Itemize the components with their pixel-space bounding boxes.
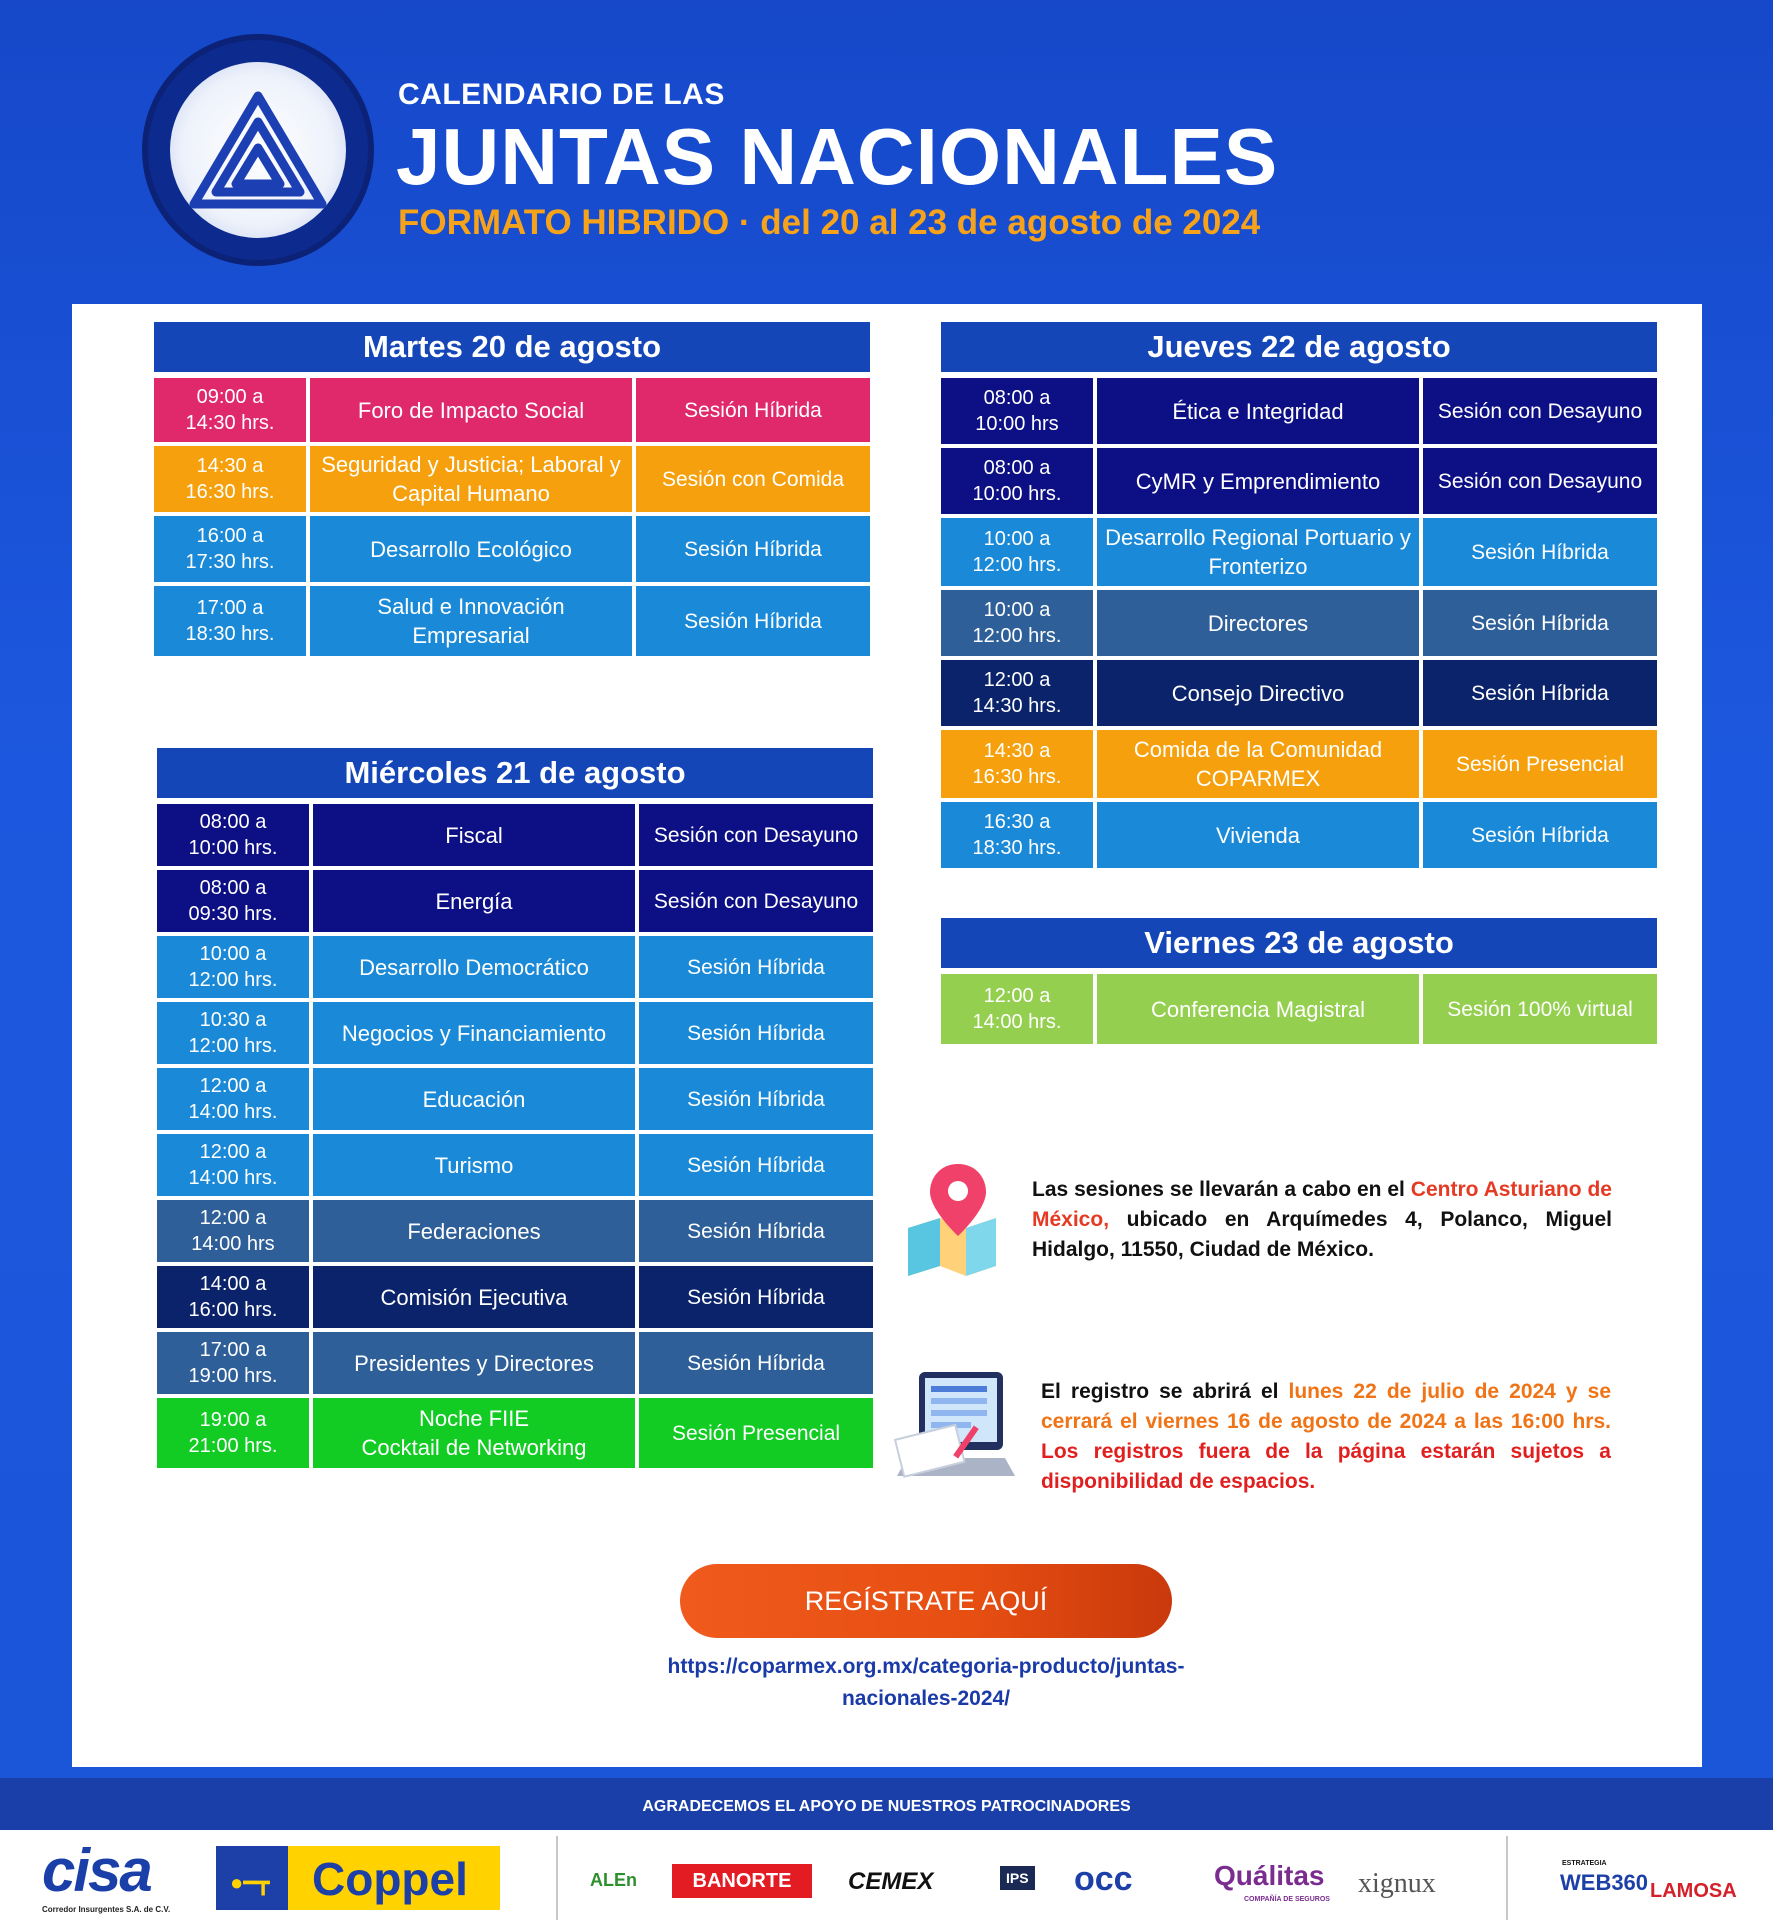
day-title: Miércoles 21 de agosto bbox=[157, 748, 873, 798]
session-type: Sesión Híbrida bbox=[639, 1200, 873, 1262]
session-time: 08:00 a 09:30 hrs. bbox=[157, 870, 309, 932]
session-type: Sesión Híbrida bbox=[636, 586, 870, 656]
day-title: Martes 20 de agosto bbox=[154, 322, 870, 372]
session-type: Sesión Presencial bbox=[639, 1398, 873, 1468]
session-row bbox=[157, 1266, 873, 1328]
session-name: CyMR y Emprendimiento bbox=[1097, 448, 1419, 514]
day-miercoles bbox=[157, 748, 873, 1472]
session-row bbox=[941, 730, 1657, 798]
session-type: Sesión Híbrida bbox=[1423, 660, 1657, 726]
day-title: Jueves 22 de agosto bbox=[941, 322, 1657, 372]
session-row bbox=[941, 802, 1657, 868]
session-row bbox=[154, 378, 870, 442]
session-name: Consejo Directivo bbox=[1097, 660, 1419, 726]
session-row bbox=[157, 1200, 873, 1262]
day-viernes bbox=[941, 918, 1657, 1048]
sponsor-ips-logo: IPS bbox=[1000, 1866, 1035, 1890]
header-small-title: CALENDARIO DE LAS bbox=[398, 78, 725, 111]
session-name: Noche FIIE Cocktail de Networking bbox=[313, 1398, 635, 1468]
session-time: 17:00 a 19:00 hrs. bbox=[157, 1332, 309, 1394]
session-name: Energía bbox=[313, 870, 635, 932]
session-name: Comisión Ejecutiva bbox=[313, 1266, 635, 1328]
session-row bbox=[941, 448, 1657, 514]
session-type: Sesión con Desayuno bbox=[1423, 448, 1657, 514]
sponsor-web360-subtitle: ESTRATEGIA bbox=[1562, 1860, 1607, 1867]
session-row bbox=[941, 590, 1657, 656]
laptop-register-icon bbox=[893, 1366, 1017, 1490]
session-time: 09:00 a 14:30 hrs. bbox=[154, 378, 306, 442]
session-time: 08:00 a 10:00 hrs. bbox=[941, 448, 1093, 514]
sponsor-cisa-logo: cisa bbox=[42, 1837, 151, 1904]
session-type: Sesión Híbrida bbox=[636, 378, 870, 442]
session-time: 14:30 a 16:30 hrs. bbox=[154, 446, 306, 512]
session-time: 10:00 a 12:00 hrs. bbox=[157, 936, 309, 998]
session-row bbox=[157, 804, 873, 866]
session-type: Sesión con Desayuno bbox=[639, 870, 873, 932]
sponsor-coppel-logo bbox=[216, 1846, 500, 1910]
session-time: 17:00 a 18:30 hrs. bbox=[154, 586, 306, 656]
sponsor-xignux-logo: xignux bbox=[1358, 1868, 1436, 1899]
day-martes bbox=[154, 322, 870, 660]
session-type: Sesión 100% virtual bbox=[1423, 974, 1657, 1044]
sponsor-banorte-logo: BANORTE bbox=[672, 1864, 812, 1898]
venue-info bbox=[1032, 1175, 1612, 1265]
session-type: Sesión con Desayuno bbox=[639, 804, 873, 866]
session-name: Turismo bbox=[313, 1134, 635, 1196]
session-name: Desarrollo Ecológico bbox=[310, 516, 632, 582]
venue-prefix: Las sesiones se llevarán a cabo en el bbox=[1032, 1178, 1411, 1201]
sponsor-divider bbox=[556, 1836, 558, 1920]
session-name: Fiscal bbox=[313, 804, 635, 866]
session-time: 12:00 a 14:30 hrs. bbox=[941, 660, 1093, 726]
session-row bbox=[154, 586, 870, 656]
session-time: 08:00 a 10:00 hrs. bbox=[157, 804, 309, 866]
sponsor-occ-logo: occ bbox=[1074, 1860, 1133, 1898]
session-type: Sesión Híbrida bbox=[639, 1068, 873, 1130]
session-type: Sesión Híbrida bbox=[636, 516, 870, 582]
header bbox=[0, 0, 1773, 300]
url-line-2[interactable]: nacionales-2024/ bbox=[841, 1687, 1011, 1710]
session-row bbox=[157, 1002, 873, 1064]
session-type: Sesión Híbrida bbox=[1423, 518, 1657, 586]
session-row bbox=[157, 1332, 873, 1394]
session-time: 12:00 a 14:00 hrs. bbox=[941, 974, 1093, 1044]
session-name: Conferencia Magistral bbox=[1097, 974, 1419, 1044]
session-time: 19:00 a 21:00 hrs. bbox=[157, 1398, 309, 1468]
session-name: Seguridad y Justicia; Laboral y Capital Humano bbox=[310, 446, 632, 512]
session-time: 10:00 a 12:00 hrs. bbox=[941, 518, 1093, 586]
session-type: Sesión Híbrida bbox=[639, 1134, 873, 1196]
sponsor-cemex-logo: CEMEX bbox=[848, 1868, 934, 1895]
session-name: Educación bbox=[313, 1068, 635, 1130]
session-time: 12:00 a 14:00 hrs. bbox=[157, 1134, 309, 1196]
venue-address: ubicado en Arquímedes 4, Polanco, Miguel Hidalgo, 11550, Ciudad de México. bbox=[1032, 1208, 1612, 1261]
session-type: Sesión Híbrida bbox=[639, 1002, 873, 1064]
sponsor-divider bbox=[1506, 1836, 1508, 1920]
sponsor-alen-logo: ALEn bbox=[590, 1870, 637, 1890]
sponsor-web360-logo: WEB360 bbox=[1560, 1870, 1649, 1895]
session-row bbox=[157, 1068, 873, 1130]
session-row bbox=[154, 446, 870, 512]
key-icon: ●━┳ bbox=[230, 1870, 270, 1895]
session-row bbox=[157, 1134, 873, 1196]
session-type: Sesión Híbrida bbox=[1423, 802, 1657, 868]
session-time: 14:30 a 16:30 hrs. bbox=[941, 730, 1093, 798]
registration-url[interactable] bbox=[560, 1651, 1292, 1715]
session-time: 08:00 a 10:00 hrs bbox=[941, 378, 1093, 444]
session-name: Desarrollo Regional Portuario y Fronterizo bbox=[1097, 518, 1419, 586]
session-time: 10:30 a 12:00 hrs. bbox=[157, 1002, 309, 1064]
registration-dates: lunes 22 de julio de 2024 y se cerrará el viernes 16 de agosto de 2024 a las 16:00 hrs. bbox=[1041, 1380, 1611, 1433]
day-jueves bbox=[941, 322, 1657, 872]
session-name: Directores bbox=[1097, 590, 1419, 656]
url-line-1[interactable]: https://coparmex.org.mx/categoria-producto/juntas- bbox=[667, 1655, 1185, 1678]
session-time: 16:30 a 18:30 hrs. bbox=[941, 802, 1093, 868]
header-main-title: JUNTAS NACIONALES bbox=[396, 112, 1279, 201]
session-type: Sesión Presencial bbox=[1423, 730, 1657, 798]
session-row bbox=[154, 516, 870, 582]
sponsors-title: AGRADECEMOS EL APOYO DE NUESTROS PATROCINADORES bbox=[642, 1798, 1131, 1815]
session-time: 12:00 a 14:00 hrs bbox=[157, 1200, 309, 1262]
sponsor-cisa-subtitle: Corredor Insurgentes S.A. de C.V. bbox=[42, 1905, 171, 1914]
map-pin-icon bbox=[900, 1162, 1002, 1276]
registration-info bbox=[1041, 1377, 1611, 1497]
session-type: Sesión Híbrida bbox=[639, 1332, 873, 1394]
session-row bbox=[157, 1398, 873, 1468]
session-name: Presidentes y Directores bbox=[313, 1332, 635, 1394]
day-title: Viernes 23 de agosto bbox=[941, 918, 1657, 968]
session-type: Sesión con Desayuno bbox=[1423, 378, 1657, 444]
sponsor-lamosa-logo: LAMOSA bbox=[1650, 1880, 1737, 1902]
session-time: 16:00 a 17:30 hrs. bbox=[154, 516, 306, 582]
registration-prefix: El registro se abrirá el bbox=[1041, 1380, 1289, 1403]
session-name: Ética e Integridad bbox=[1097, 378, 1419, 444]
session-time: 10:00 a 12:00 hrs. bbox=[941, 590, 1093, 656]
session-name: Federaciones bbox=[313, 1200, 635, 1262]
sponsor-qualitas-subtitle: COMPAÑÍA DE SEGUROS bbox=[1244, 1896, 1330, 1903]
session-time: 12:00 a 14:00 hrs. bbox=[157, 1068, 309, 1130]
session-name: Comida de la Comunidad COPARMEX bbox=[1097, 730, 1419, 798]
session-row bbox=[157, 870, 873, 932]
session-name: Vivienda bbox=[1097, 802, 1419, 868]
session-type: Sesión Híbrida bbox=[639, 1266, 873, 1328]
session-row bbox=[941, 378, 1657, 444]
session-type: Sesión Híbrida bbox=[1423, 590, 1657, 656]
session-time: 14:00 a 16:00 hrs. bbox=[157, 1266, 309, 1328]
coparmex-logo bbox=[148, 40, 368, 260]
registration-note: Los registros fuera de la página estarán sujetos a disponibilidad de espacios. bbox=[1041, 1440, 1611, 1493]
header-subtitle: FORMATO HIBRIDO · del 20 al 23 de agosto de 2024 bbox=[398, 203, 1261, 242]
session-row bbox=[941, 518, 1657, 586]
sponsor-coppel-name: Coppel bbox=[312, 1853, 468, 1905]
register-button[interactable]: REGÍSTRATE AQUÍ bbox=[680, 1564, 1172, 1638]
session-name: Negocios y Financiamiento bbox=[313, 1002, 635, 1064]
session-name: Salud e Innovación Empresarial bbox=[310, 586, 632, 656]
session-type: Sesión con Comida bbox=[636, 446, 870, 512]
sponsor-qualitas-logo: Quálitas bbox=[1214, 1860, 1325, 1891]
session-row bbox=[941, 660, 1657, 726]
session-row bbox=[941, 974, 1657, 1044]
venue-highlight: Centro Asturiano de México, bbox=[1032, 1178, 1612, 1231]
session-type: Sesión Híbrida bbox=[639, 936, 873, 998]
session-name: Foro de Impacto Social bbox=[310, 378, 632, 442]
session-row bbox=[157, 936, 873, 998]
session-name: Desarrollo Democrático bbox=[313, 936, 635, 998]
